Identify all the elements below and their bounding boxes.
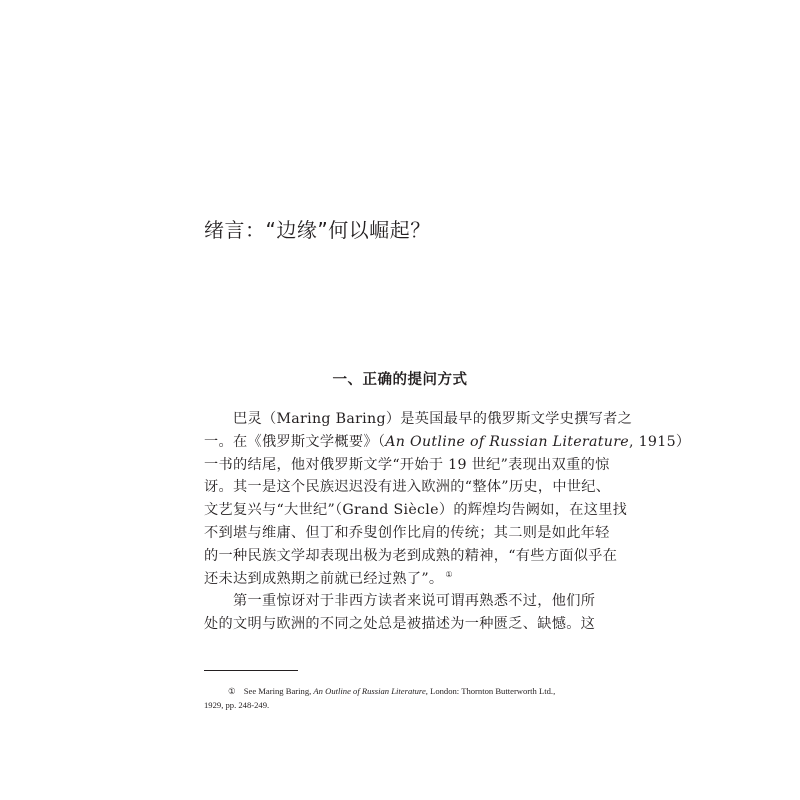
text-line: 一书的结尾，他对俄罗斯文学“开始于 19 世纪”表现出双重的惊 bbox=[204, 456, 610, 473]
book-title: An Outline of Russian Literature bbox=[385, 433, 629, 450]
footnote bbox=[204, 684, 598, 712]
text-line: 的一种民族文学却表现出极为老到成熟的精神，“有些方面似乎在 bbox=[204, 547, 618, 564]
paragraph-1 bbox=[204, 408, 691, 590]
text-line: 第一重惊讶对于非西方读者来说可谓再熟悉不过，他们所 bbox=[233, 593, 596, 610]
text-line bbox=[204, 431, 691, 454]
text-line: 讶。其一是这个民族迟迟没有进入欧洲的“整体”历史，中世纪、 bbox=[204, 479, 611, 496]
footnote-reference[interactable]: ① bbox=[445, 569, 453, 579]
footnote-text: , London: Thornton Butterworth Ltd., bbox=[425, 686, 556, 696]
footnote-number: ① bbox=[228, 686, 236, 696]
footnote-divider bbox=[204, 670, 298, 671]
body-text bbox=[204, 408, 691, 636]
text-segment: 还未达到成熟期之前就已经过熟了”。 bbox=[204, 570, 444, 587]
text-line: 不到堪与维庸、但丁和乔叟创作比肩的传统；其二则是如此年轻 bbox=[204, 524, 610, 541]
section-title: 一、正确的提问方式 bbox=[332, 371, 468, 388]
text-line: 处的文明与欧洲的不同之处总是被描述为一种匮乏、缺憾。这 bbox=[204, 616, 596, 633]
text-line bbox=[204, 568, 598, 591]
paragraph-2 bbox=[204, 590, 598, 636]
text-line: 文艺复兴与“大世纪”（Grand Siècle）的辉煌均告阙如，在这里找 bbox=[204, 502, 628, 519]
chapter-title: 绪言：“边缘”何以崛起？ bbox=[204, 218, 431, 242]
footnote-line: 1929, pp. 248-249. bbox=[204, 700, 270, 710]
text-segment: , 1915） bbox=[628, 433, 691, 450]
footnote-line bbox=[204, 684, 598, 698]
footnote-text: See Maring Baring, bbox=[243, 686, 314, 696]
text-segment: 一。在《俄罗斯文学概要》（ bbox=[204, 433, 386, 450]
footnote-book-title: An Outline of Russian Literature bbox=[313, 686, 426, 696]
text-line: 巴灵（Maring Baring）是英国最早的俄罗斯文学史撰写者之 bbox=[233, 411, 633, 427]
